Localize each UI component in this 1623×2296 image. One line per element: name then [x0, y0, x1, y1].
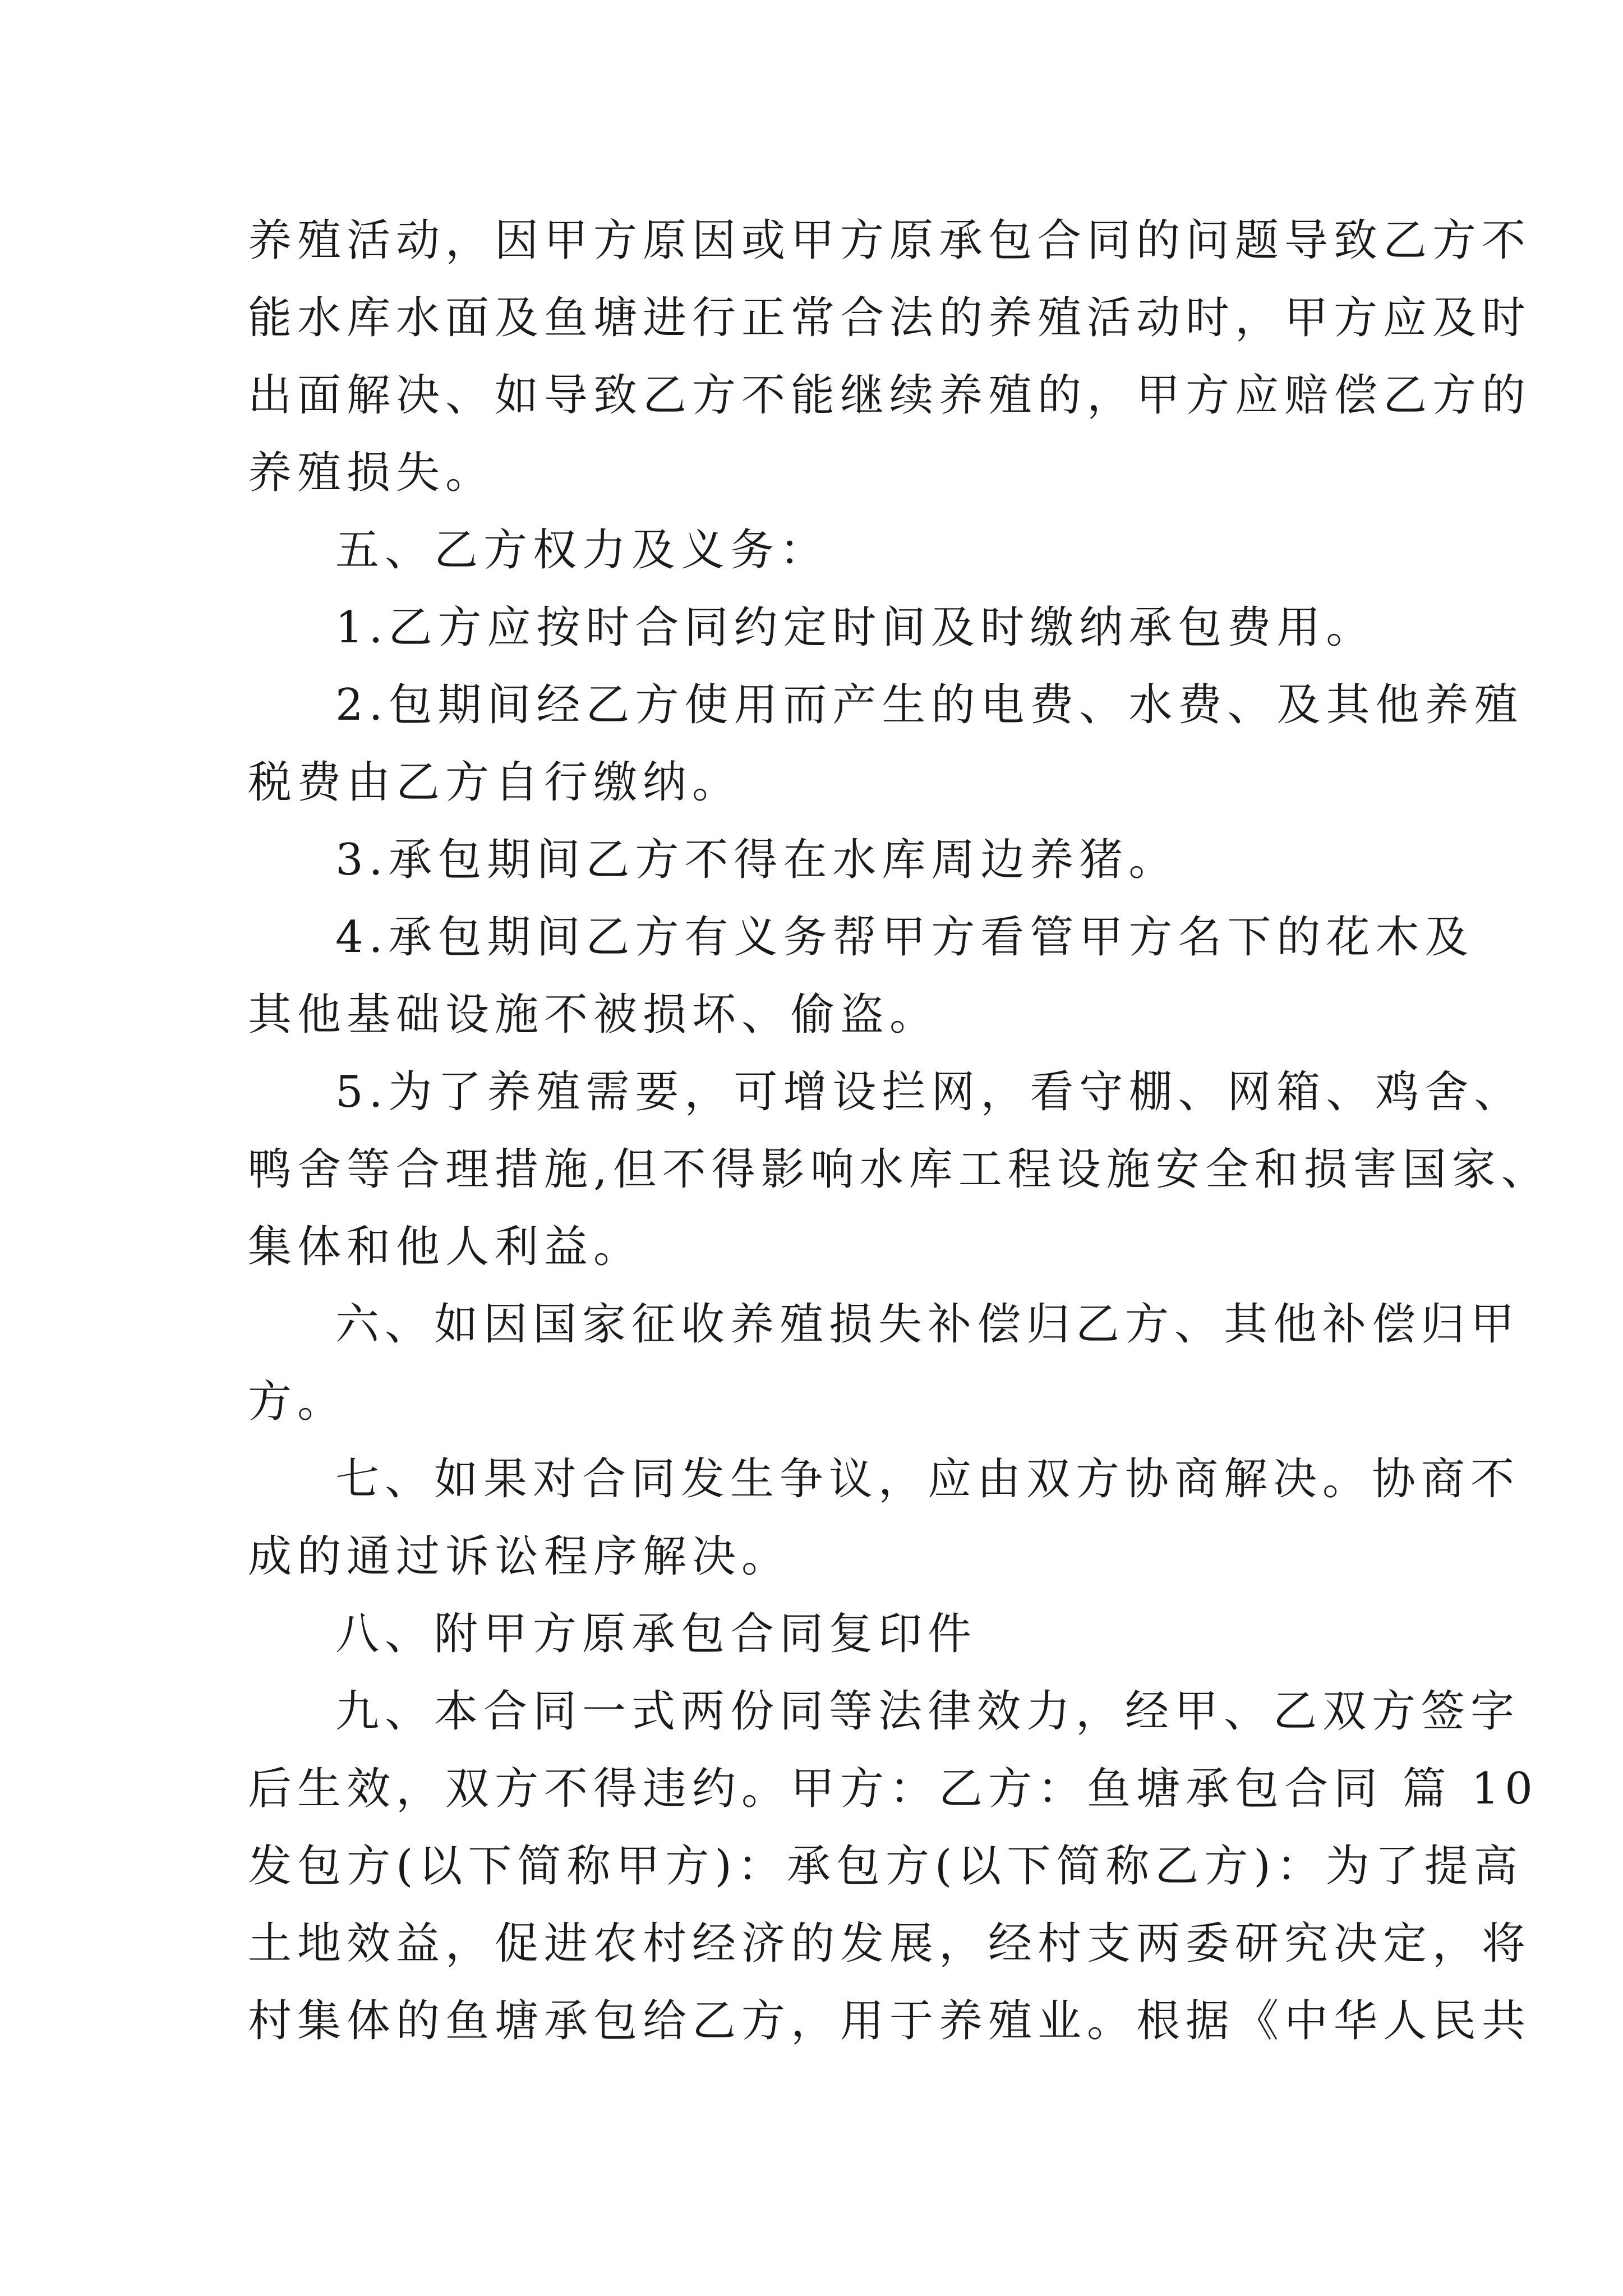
text-line: 养殖损失。: [248, 448, 495, 498]
text-line: 集体和他人利益。: [248, 1222, 643, 1272]
text-line: 方。: [248, 1377, 347, 1427]
text-line: 税费由乙方自行缴纳。: [248, 757, 742, 808]
text-line: 养殖活动，因甲方原因或甲方原承包合同的问题导致乙方不: [248, 215, 1532, 266]
section-heading: 九、本合同一式两份同等法律效力，经甲、乙双方签字: [335, 1686, 1520, 1737]
contract-text: [248, 202, 1551, 2060]
text-line: 出面解决、如导致乙方不能继续养殖的，甲方应赔偿乙方的: [248, 370, 1532, 421]
list-item: 5.为了养殖需要，可增设拦网，看守棚、网箱、鸡舍、: [335, 1067, 1524, 1117]
text-line: 后生效，双方不得违约。甲方：乙方：鱼塘承包合同 篇 10: [248, 1764, 1538, 1814]
list-item: 1.乙方应按时合同约定时间及时缴纳承包费用。: [335, 602, 1376, 653]
section-heading: 七、如果对合同发生争议，应由双方协商解决。协商不: [335, 1454, 1520, 1504]
text-line: 其他基础设施不被损坏、偷盗。: [248, 990, 939, 1040]
list-item: 3.承包期间乙方不得在水库周边养猪。: [335, 835, 1178, 885]
text-line: 能水库水面及鱼塘进行正常合法的养殖活动时，甲方应及时: [248, 293, 1532, 343]
text-line: 土地效益，促进农村经济的发展，经村支两委研究决定，将: [248, 1918, 1532, 1969]
text-line: 村集体的鱼塘承包给乙方，用于养殖业。根据《中华人民共: [248, 1996, 1532, 2046]
text-line: 鸭舍等合理措施,但不得影响水库工程设施安全和损害国家、: [248, 1144, 1551, 1195]
section-heading: 五、乙方权力及义务：: [335, 525, 829, 576]
section-heading: 八、附甲方原承包合同复印件: [335, 1609, 978, 1659]
list-item: 4.承包期间乙方有义务帮甲方看管甲方名下的花木及: [335, 912, 1474, 963]
list-item: 2.包期间经乙方使用而产生的电费、水费、及其他养殖: [335, 680, 1524, 730]
section-heading: 六、如因国家征收养殖损失补偿归乙方、其他补偿归甲: [335, 1299, 1520, 1350]
text-line: 成的通过诉讼程序解决。: [248, 1531, 791, 1582]
text-line: 发包方(以下简称甲方)：承包方(以下简称乙方)：为了提高: [248, 1841, 1523, 1892]
